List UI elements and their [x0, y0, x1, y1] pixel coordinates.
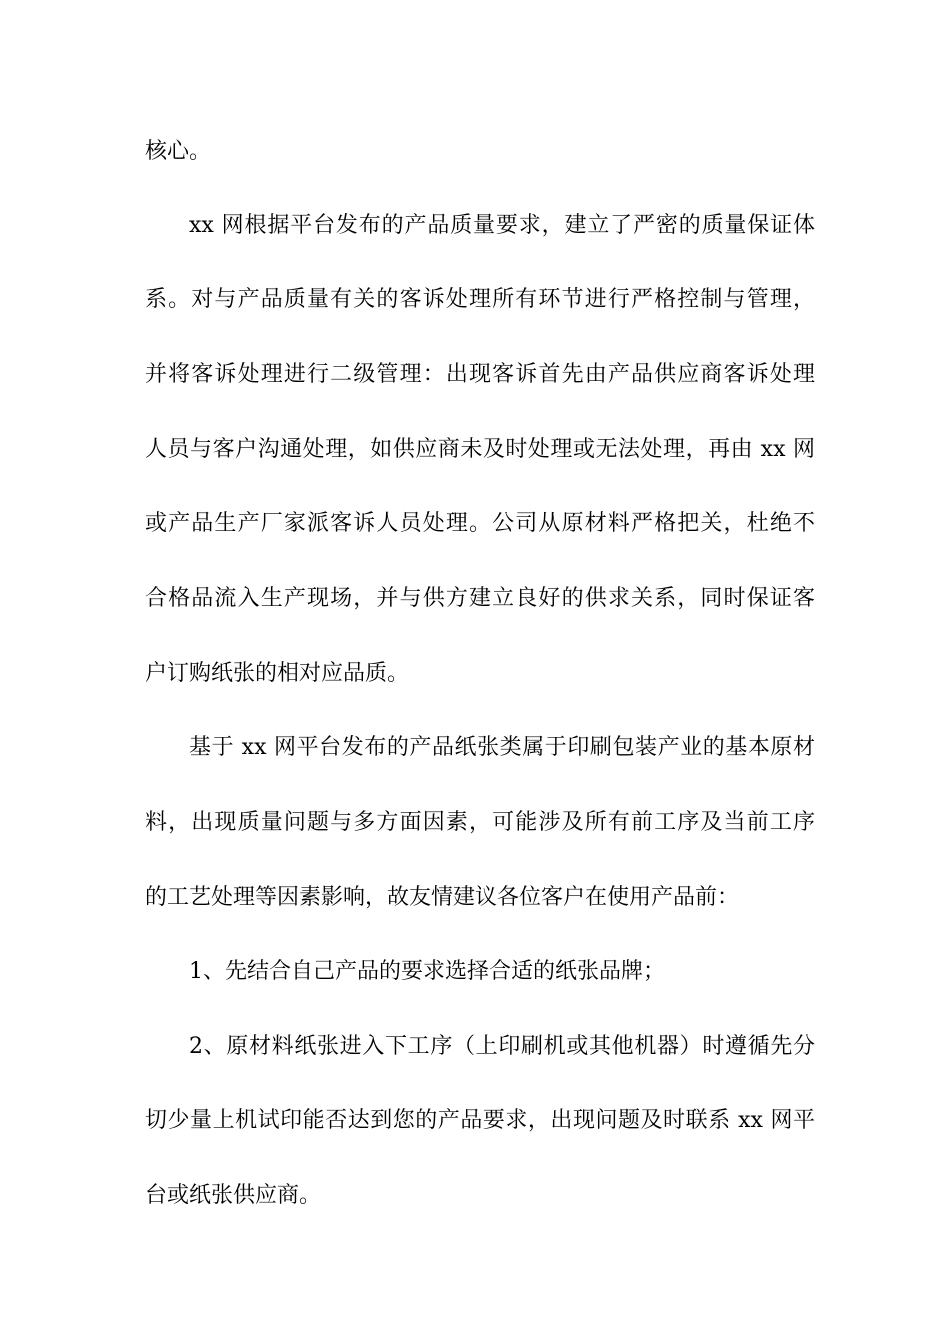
text-line: 切少量上机试印能否达到您的产品要求，出现问题及时联系 xx 网平: [145, 1108, 815, 1133]
text-line: 或产品生产厂家派客诉人员处理。公司从原材料严格把关，杜绝不: [145, 511, 815, 536]
text-line: 户订购纸张的相对应品质。: [145, 661, 410, 686]
text-line: 料，出现质量问题与多方面因素，可能涉及所有前工序及当前工序: [145, 810, 815, 835]
list-item: 1、先结合自己产品的要求选择合适的纸张品牌；: [189, 959, 665, 984]
text-line: 台或纸张供应商。: [145, 1183, 322, 1208]
paragraph-first-line: xx 网根据平台发布的产品质量要求，建立了严密的质量保证体: [189, 213, 815, 238]
text-line: 核心。: [145, 139, 212, 164]
text-line: 并将客诉处理进行二级管理：出现客诉首先由产品供应商客诉处理: [145, 362, 815, 387]
text-line: 的工艺处理等因素影响，故友情建议各位客户在使用产品前：: [145, 885, 740, 910]
list-item: 2、原材料纸张进入下工序（上印刷机或其他机器）时遵循先分: [189, 1034, 815, 1059]
text-line: 人员与客户沟通处理，如供应商未及时处理或无法处理，再由 xx 网: [145, 437, 815, 462]
text-line: 合格品流入生产现场，并与供方建立良好的供求关系，同时保证客: [145, 586, 815, 611]
paragraph-first-line: 基于 xx 网平台发布的产品纸张类属于印刷包装产业的基本原材: [189, 735, 815, 760]
text-line: 系。对与产品质量有关的客诉处理所有环节进行严格控制与管理，: [145, 287, 815, 312]
